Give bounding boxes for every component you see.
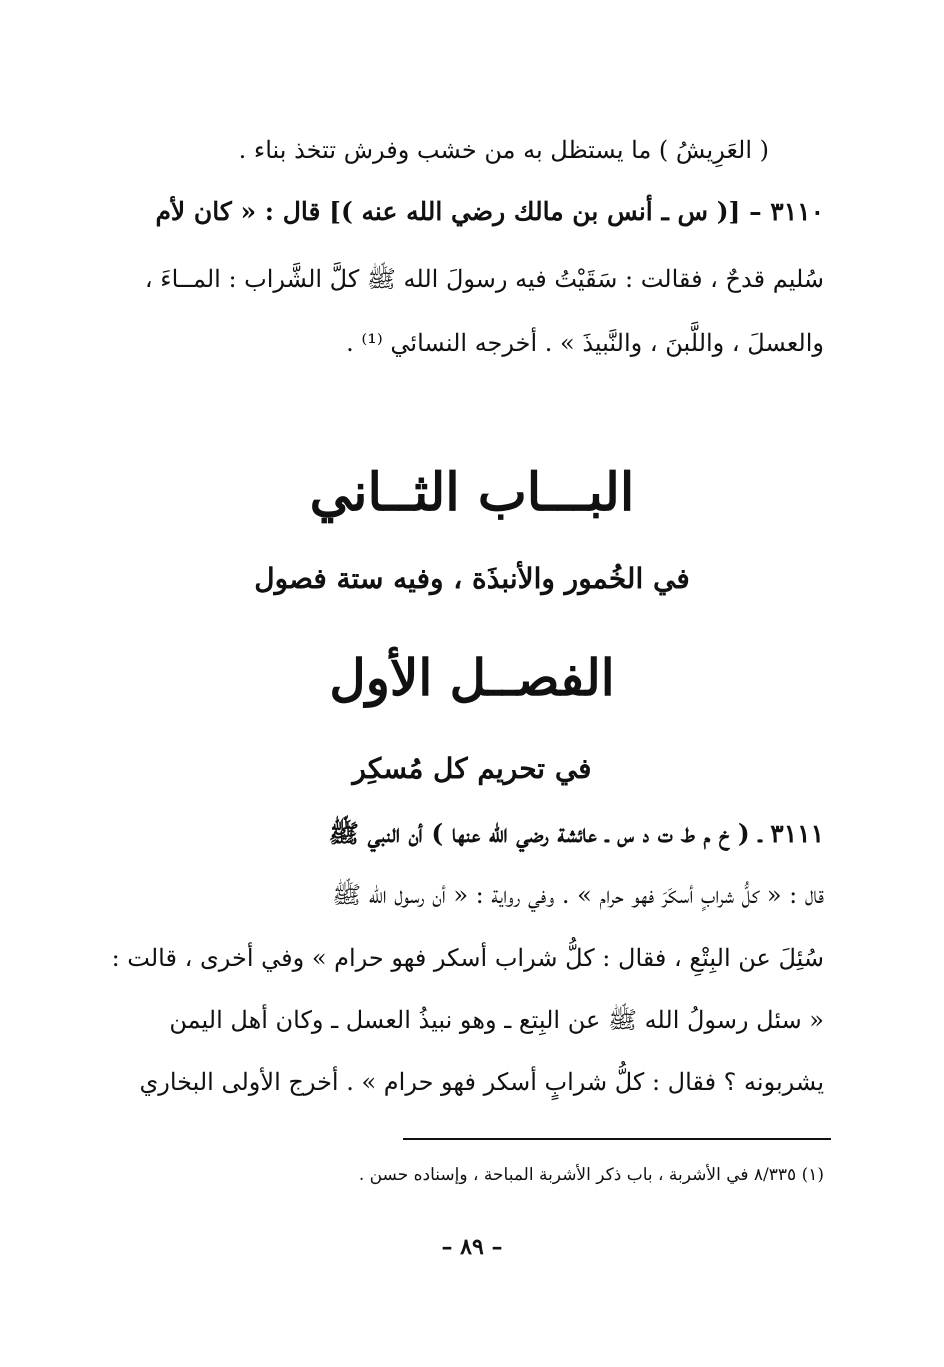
chapter-title: البـــاب الثــاني [309,462,635,523]
hadith-3111-line-3: سُئِلَ عن البِتْعِ ، فقال : كلُّ شراب أسكر فهو حرام » وفي أخرى ، قالت : [111,944,824,972]
hadith-3111-line-4: « سئل رسولُ الله ﷺ عن البِتع ـ وهو نبيذُ العسل ـ وكان أهل اليمن [169,1006,824,1034]
footnote-1: (١) ٨/٣٣٥ في الأشربة ، باب ذكر الأشربة المباحة ، وإسناده حسن . [358,1165,824,1185]
footnote-divider [403,1138,831,1140]
hadith-3111-line-2: قال : « كلُّ شرابٍ أسكَرَ فهو حرام » . وفي رواية : « أن رسول الله ﷺ [332,881,824,909]
hadith-3110-line-2: سُليم قدحٌ ، فقالت : سَقَيْتُ فيه رسولَ الله ﷺ كلَّ الشَّراب : المــاءَ ، [144,265,824,293]
hadith-3111-line-1: ٣١١١ ـ ( خ م ط ت د س ـ عائشة رضي الله عنها ) أن النبي ﷺ [328,819,824,848]
text-line-1: ( العَرِيشُ ) ما يستظل به من خشب وفرش تتخذ بناء . [238,136,769,164]
hadith-3110-line-3: والعسلَ ، واللَّبنَ ، والنَّبيذَ » . أخرجه النسائي ⁽¹⁾ . [346,329,824,357]
page-number: – ٨٩ – [441,1234,503,1260]
chapter-subtitle: في الخُمور والأنبذَة ، وفيه ستة فصول [254,562,690,595]
section-title: الفصــل الأول [329,648,615,707]
hadith-3111-line-5: يشربونه ؟ فقال : كلُّ شرابٍ أسكر فهو حرام » . أخرج الأولى البخاري [139,1068,824,1096]
section-subtitle: في تحريم كل مُسكِر [352,752,592,785]
hadith-3110-line-1: ٣١١٠ – [( س ـ أنس بن مالك رضي الله عنه )] قال : « كان لأم [155,197,824,226]
